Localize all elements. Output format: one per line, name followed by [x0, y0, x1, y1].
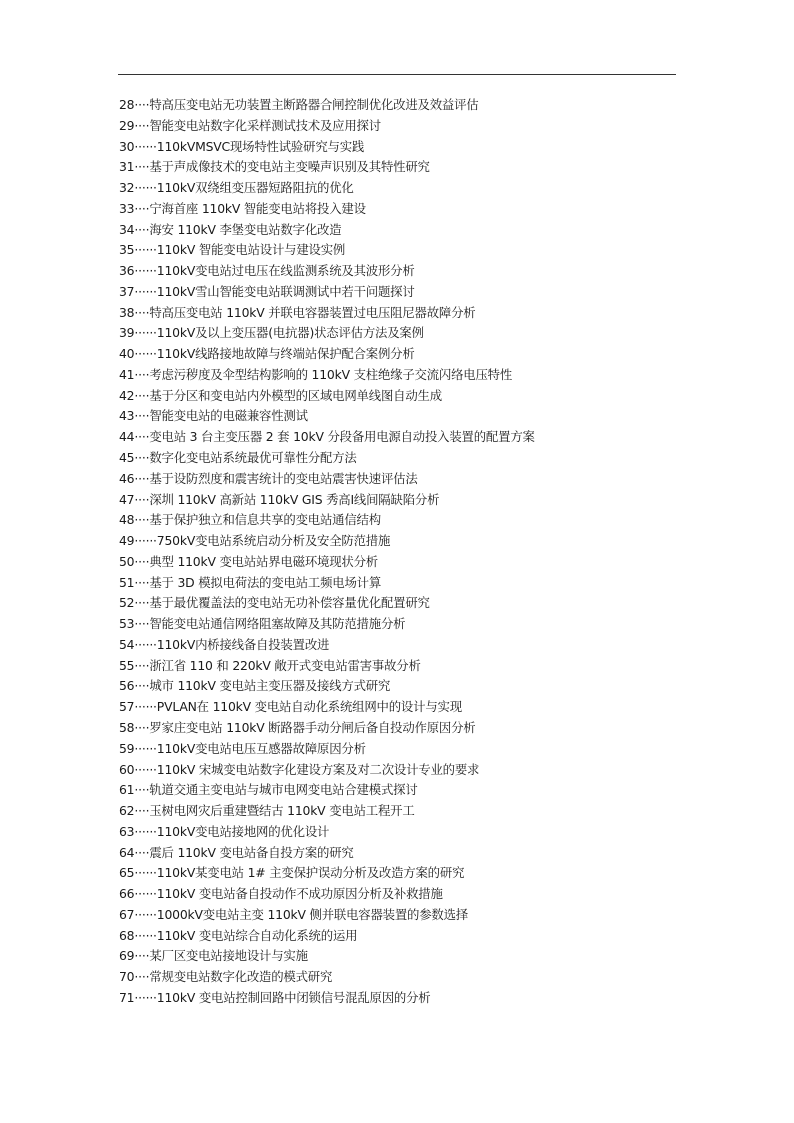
toc-entry: 52····基于最优覆盖法的变电站无功补偿容量优化配置研究 — [119, 595, 430, 611]
toc-entry: 66······110kV 变电站备自投动作不成功原因分析及补救措施 — [119, 886, 443, 902]
toc-entry: 56····城市 110kV 变电站主变压器及接线方式研究 — [119, 678, 391, 694]
toc-entry: 42····基于分区和变电站内外模型的区域电网单线图自动生成 — [119, 387, 442, 403]
toc-entry: 32······110kV双绕组变压器短路阻抗的优化 — [119, 180, 354, 196]
toc-entry: 70····常规变电站数字化改造的模式研究 — [119, 969, 333, 985]
toc-entry: 29····智能变电站数字化采样测试技术及应用探讨 — [119, 117, 381, 133]
toc-entry: 62····玉树电网灾后重建暨结古 110kV 变电站工程开工 — [119, 803, 415, 819]
toc-entry: 38····特高压变电站 110kV 并联电容器装置过电压阻尼器故障分析 — [119, 304, 476, 320]
toc-entry: 61····轨道交通主变电站与城市电网变电站合建模式探讨 — [119, 782, 418, 798]
toc-entry: 33····宁海首座 110kV 智能变电站将投入建设 — [119, 200, 366, 216]
toc-entry: 71······110kV 变电站控制回路中闭锁信号混乱原因的分析 — [119, 989, 431, 1005]
toc-entry: 53····智能变电站通信网络阻塞故障及其防范措施分析 — [119, 616, 406, 632]
toc-entry: 51····基于 3D 模拟电荷法的变电站工频电场计算 — [119, 574, 382, 590]
toc-entry: 55····浙江省 110 和 220kV 敞开式变电站雷害事故分析 — [119, 657, 421, 673]
toc-entry: 30······110kVMSVC现场特性试验研究与实践 — [119, 138, 365, 154]
toc-entry: 63······110kV变电站接地网的优化设计 — [119, 823, 330, 839]
toc-entry: 35······110kV 智能变电站设计与建设实例 — [119, 242, 346, 258]
toc-entry: 59······110kV变电站电压互感器故障原因分析 — [119, 740, 366, 756]
toc-entry: 50····典型 110kV 变电站站界电磁环境现状分析 — [119, 553, 378, 569]
header-rule — [118, 74, 676, 75]
toc-entry: 36······110kV变电站过电压在线监测系统及其波形分析 — [119, 263, 415, 279]
toc-entry: 64····震后 110kV 变电站备自投方案的研究 — [119, 844, 354, 860]
toc-entry: 28····特高压变电站无功装置主断路器合闸控制优化改进及效益评估 — [119, 97, 479, 112]
toc-entry: 54······110kV内桥接线备自投装置改进 — [119, 636, 330, 652]
toc-entry: 68······110kV 变电站综合自动化系统的运用 — [119, 927, 358, 943]
toc-entry: 39······110kV及以上变压器(电抗器)状态评估方法及案例 — [119, 325, 424, 341]
toc-entry: 41····考虑污秽度及伞型结构影响的 110kV 支柱绝缘子交流闪络电压特性 — [119, 366, 513, 382]
toc-entry: 48····基于保护独立和信息共享的变电站通信结构 — [119, 512, 381, 528]
toc-entry: 46····基于设防烈度和震害统计的变电站震害快速评估法 — [119, 470, 418, 486]
toc-entry: 58····罗家庄变电站 110kV 断路器手动分闸后备自投动作原因分析 — [119, 719, 476, 735]
toc-entry: 43····智能变电站的电磁兼容性测试 — [119, 408, 308, 424]
toc-entry: 40······110kV线路接地故障与终端站保护配合案例分析 — [119, 346, 415, 362]
toc-entry: 47····深圳 110kV 高新站 110kV GIS 秀高Ⅰ线间隔缺陷分析 — [119, 491, 440, 507]
toc-entry: 37······110kV雪山智能变电站联调测试中若干问题探讨 — [119, 283, 415, 299]
toc-entry: 31····基于声成像技术的变电站主变噪声识别及其特性研究 — [119, 159, 430, 175]
toc-entry: 49······750kV变电站系统启动分析及安全防范措施 — [119, 533, 391, 549]
toc-entry: 45····数字化变电站系统最优可靠性分配方法 — [119, 450, 357, 466]
toc-entry: 44····变电站 3 台主变压器 2 套 10kV 分段备用电源自动投入装置的配置方案 — [119, 429, 535, 445]
toc-entry: 65······110kV某变电站 1# 主变保护误动分析及改造方案的研究 — [119, 865, 465, 881]
toc-entry: 67······1000kV变电站主变 110kV 侧并联电容器装置的参数选择 — [119, 906, 468, 922]
toc-entry: 60······110kV 宋城变电站数字化建设方案及对二次设计专业的要求 — [119, 761, 480, 777]
toc-entry: 69····某厂区变电站接地设计与实施 — [119, 948, 308, 964]
toc-list — [119, 95, 719, 1009]
toc-entry: 57······PVLAN在 110kV 变电站自动化系统组网中的设计与实现 — [119, 699, 462, 715]
toc-entry: 34····海安 110kV 李堡变电站数字化改造 — [119, 221, 342, 237]
